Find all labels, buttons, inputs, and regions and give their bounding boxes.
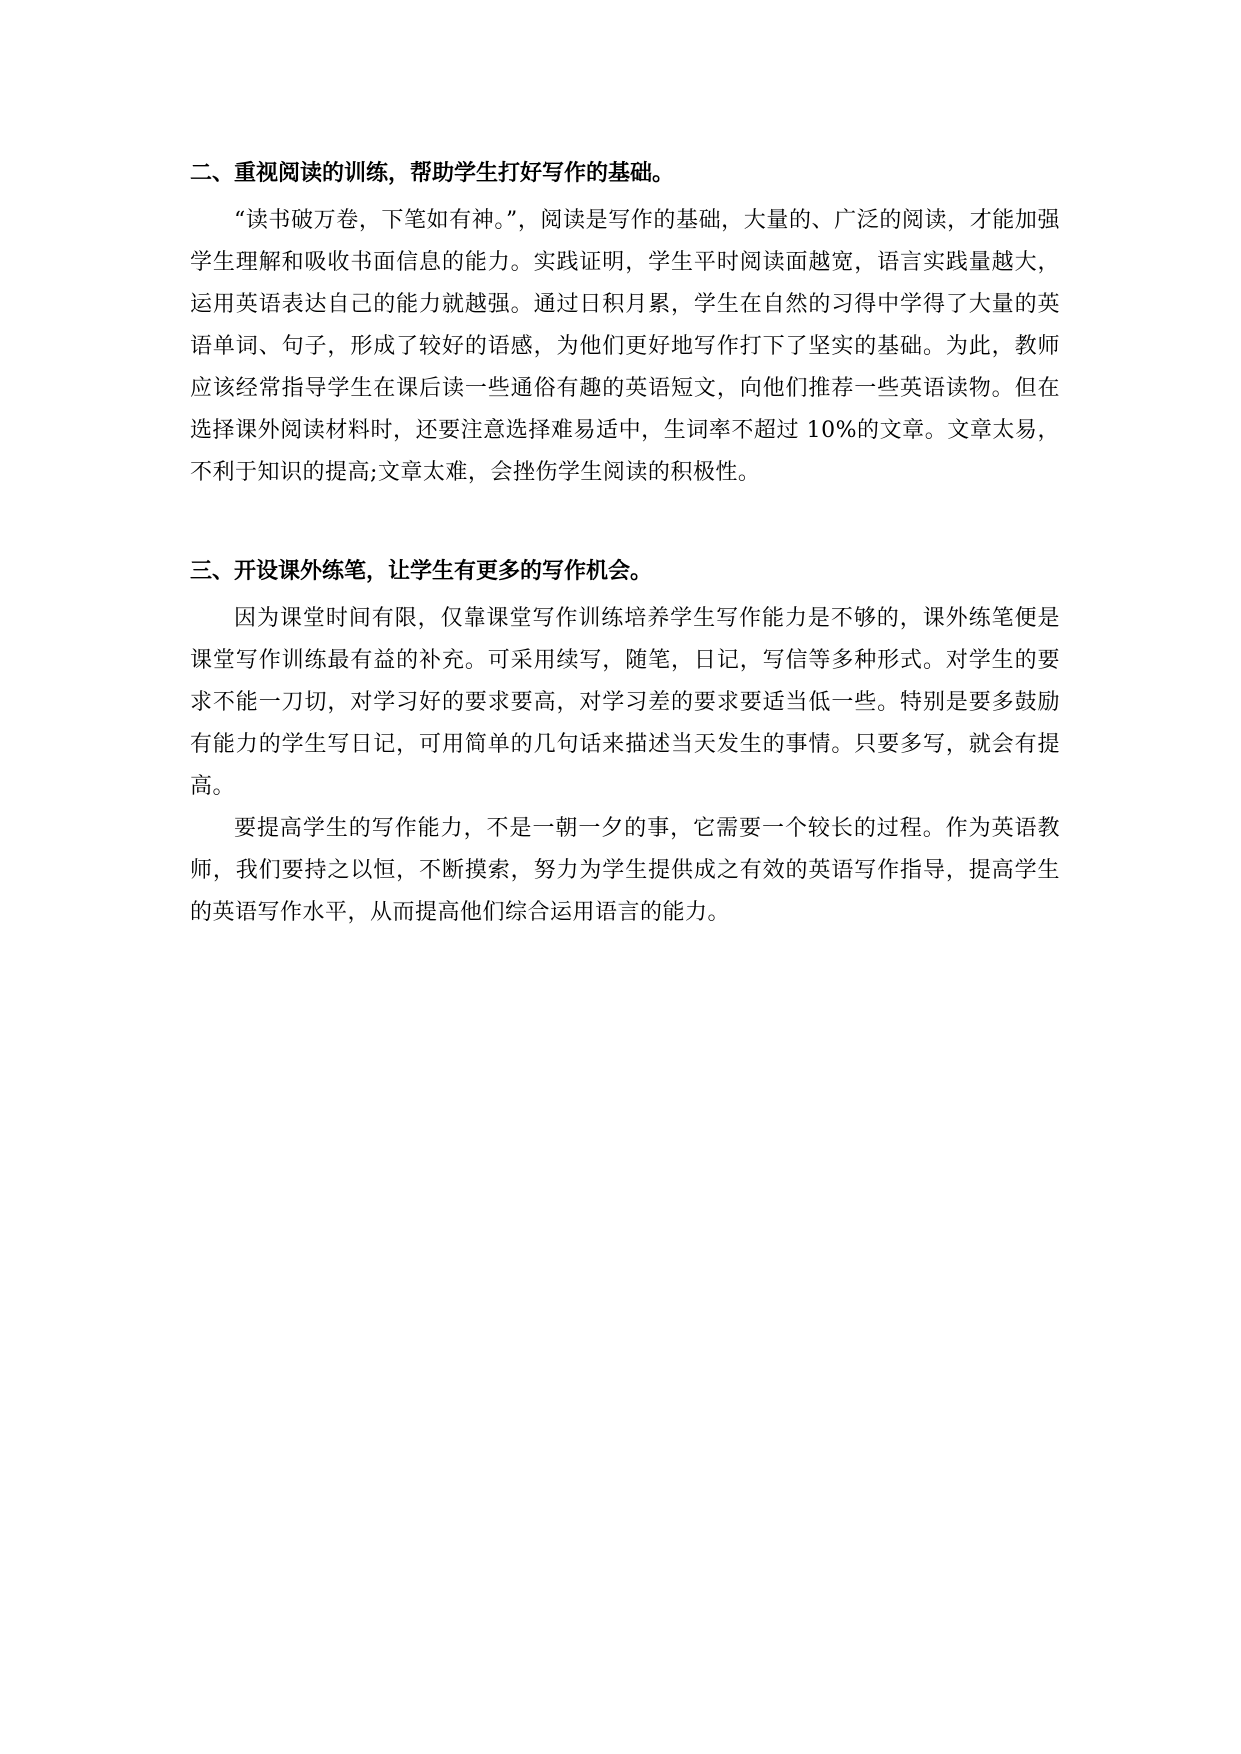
section-heading-reading: 二、重视阅读的训练，帮助学生打好写作的基础。 (190, 161, 675, 186)
paragraph-conclusion: 要提高学生的写作能力，不是一朝一夕的事，它需要一个较长的过程。作为英语教师，我们要持之以恒，不断摸索，努力为学生提供成之有效的英语写作指导，提高学生的英语写作水平，从而提高他们综合运用语言的能力。 (190, 816, 1060, 925)
section-body-extracurricular-writing (190, 598, 1060, 934)
paragraph-extracurricular-practice: 因为课堂时间有限，仅靠课堂写作训练培养学生写作能力是不够的，课外练笔便是课堂写作训练最有益的补充。可采用续写，随笔，日记，写信等多种形式。对学生的要求不能一刀切，对学习好的要求要高，对学习差的要求要适当低一些。特别是要多鼓励有能力的学生写日记，可用简单的几句话来描述当天发生的事情。只要多写，就会有提高。 (190, 606, 1060, 799)
document-page (190, 160, 1060, 934)
section-body-reading (190, 200, 1060, 494)
paragraph-reading-importance: “读书破万卷，下笔如有神。”，阅读是写作的基础，大量的、广泛的阅读，才能加强学生理解和吸收书面信息的能力。实践证明，学生平时阅读面越宽，语言实践量越大，运用英语表达自己的能力就越强。通过日积月累，学生在自然的习得中学得了大量的英语单词、句子，形成了较好的语感，为他们更好地写作打下了坚实的基础。为此，教师应该经常指导学生在课后读一些通俗有趣的英语短文，向他们推荐一些英语读物。但在选择课外阅读材料时，还要注意选择难易适中，生词率不超过 10%的文章。文章太易，不利于知识的提高;文章太难，会挫伤学生阅读的积极性。 (190, 208, 1060, 485)
section-heading-extracurricular-writing: 三、开设课外练笔，让学生有更多的写作机会。 (190, 559, 653, 584)
